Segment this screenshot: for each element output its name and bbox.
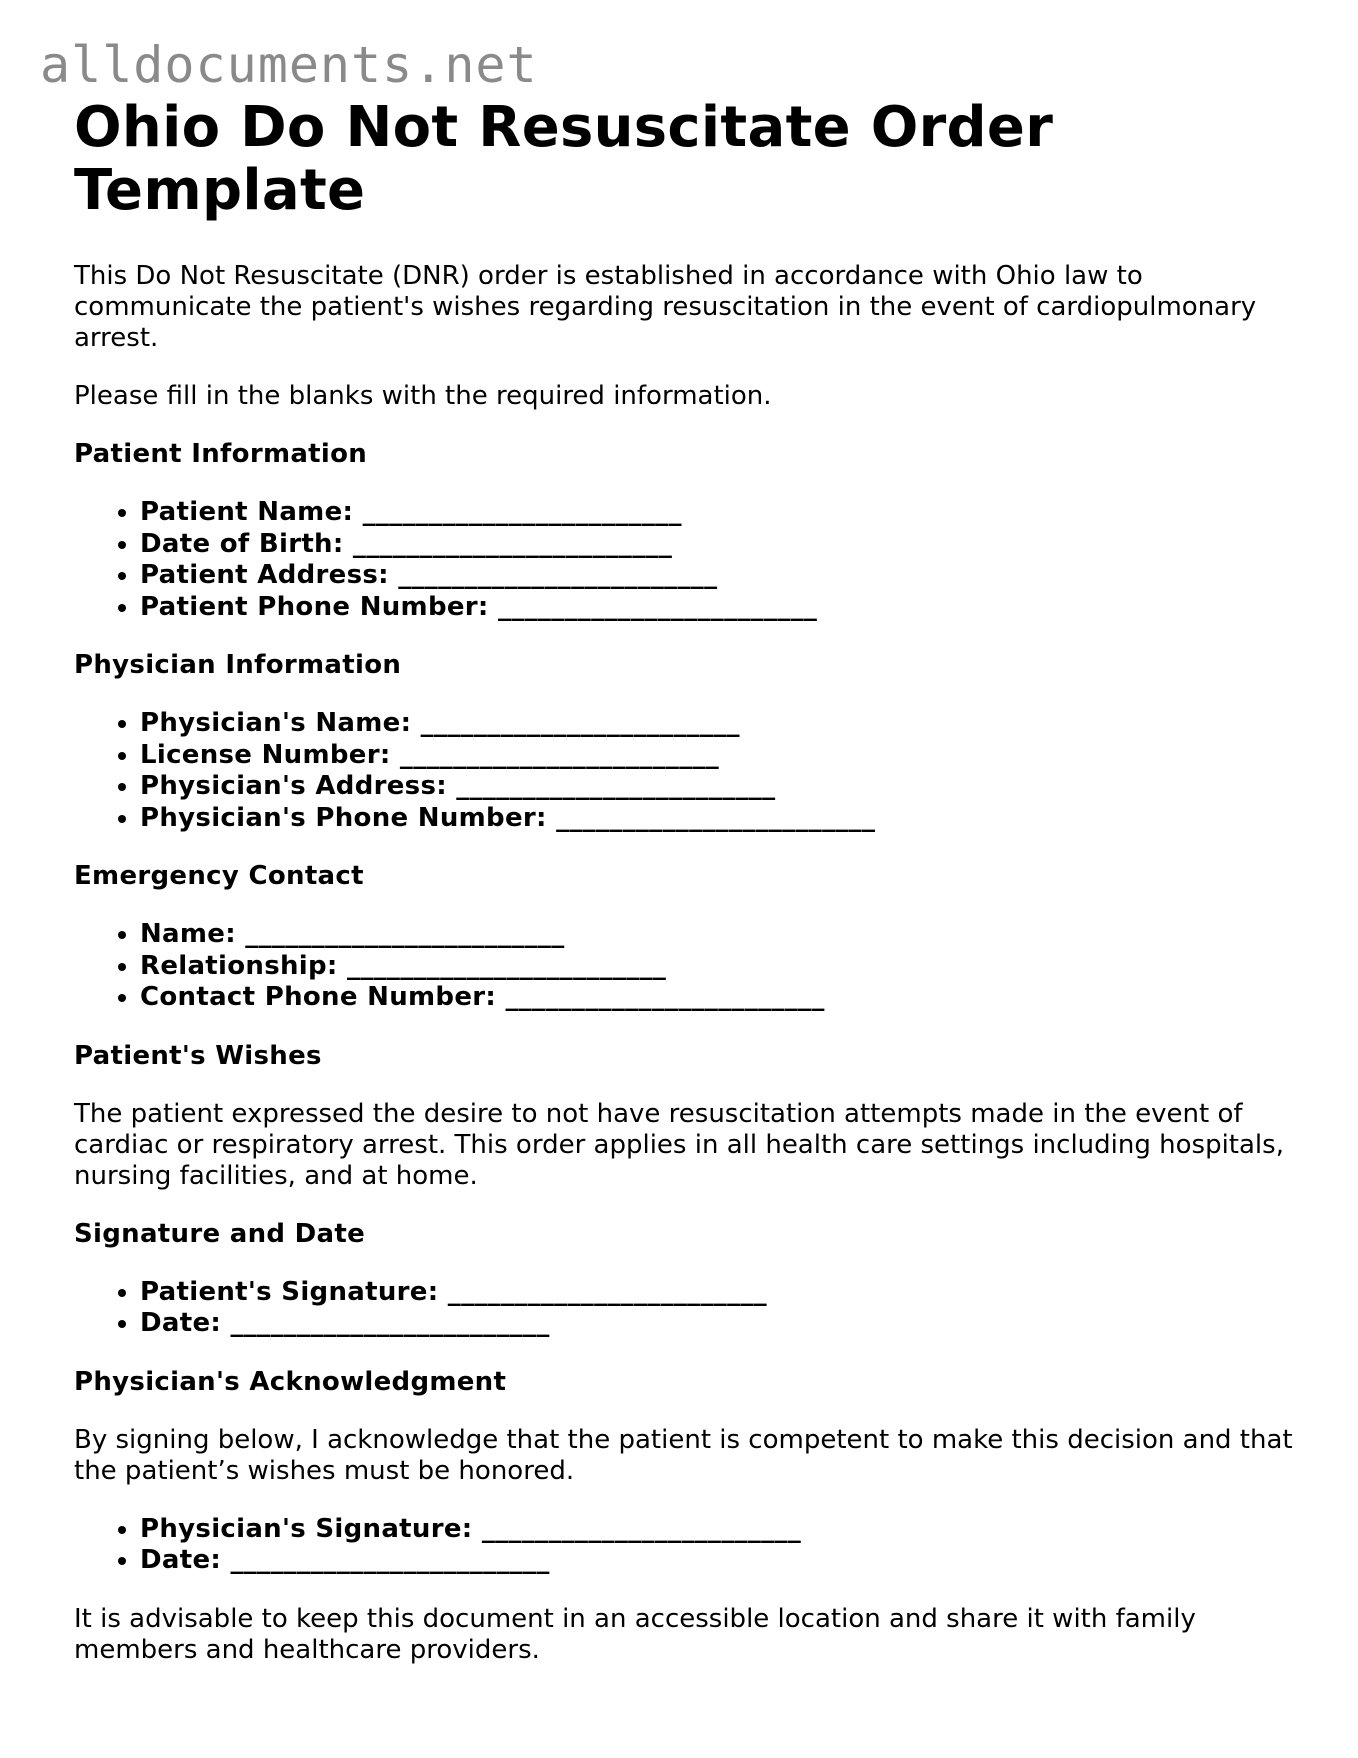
physician-information-heading: Physician Information	[74, 650, 402, 680]
patient-phone-field[interactable]	[140, 592, 1294, 624]
relationship-field[interactable]	[140, 951, 1294, 983]
field-label: Patient Name:	[140, 497, 354, 527]
date-of-birth-field[interactable]	[140, 529, 1294, 561]
page-title: Ohio Do Not Resuscitate Order Template	[74, 95, 1054, 223]
field-label: Physician's Signature:	[140, 1513, 473, 1544]
acknowledgment-heading: Physician's Acknowledgment	[74, 1366, 507, 1397]
physician-name-field[interactable]	[140, 708, 1294, 740]
physician-date-field[interactable]	[140, 1545, 1294, 1577]
watermark: alldocuments.net	[40, 36, 538, 94]
field-label: Date:	[140, 1545, 222, 1575]
acknowledgment-list	[74, 1514, 1294, 1577]
physician-phone-field[interactable]	[140, 803, 1294, 835]
physician-address-field[interactable]	[140, 771, 1294, 803]
emergency-contact-heading: Emergency Contact	[74, 861, 364, 891]
patient-information-list	[74, 497, 1294, 623]
contact-name-field[interactable]	[140, 919, 1294, 951]
blank-line[interactable]: ________________________	[347, 950, 667, 981]
patient-date-field[interactable]	[140, 1308, 1294, 1340]
patient-information-heading: Patient Information	[74, 439, 368, 469]
blank-line[interactable]: ________________________	[556, 802, 876, 833]
patient-signature-field[interactable]	[140, 1277, 1294, 1309]
blank-line[interactable]: ________________________	[230, 1308, 550, 1338]
field-label: Contact Phone Number:	[140, 982, 497, 1012]
intro-paragraph: This Do Not Resuscitate (DNR) order is established in accordance with Ohio law to communicate the patient's wishes regarding resuscitation in the event of cardiopulmonary arrest.	[74, 261, 1257, 353]
blank-line[interactable]: ________________________	[399, 739, 720, 770]
field-label: Patient Address:	[140, 560, 389, 590]
field-label: Date of Birth:	[140, 528, 344, 559]
blank-line[interactable]: ________________________	[230, 1545, 550, 1575]
patient-wishes-paragraph: The patient expressed the desire to not have resuscitation attempts made in the event of cardiac or respiratory arrest. This order applies in all health care settings including hospitals, nursing facilities, and at home.	[74, 1098, 1284, 1191]
patient-name-field[interactable]	[140, 497, 1294, 529]
field-label: Name:	[140, 919, 236, 949]
field-label: Patient's Signature:	[140, 1276, 439, 1307]
instructions-paragraph: Please fill in the blanks with the required information.	[74, 381, 772, 411]
blank-line[interactable]: ________________________	[420, 708, 740, 738]
blank-line[interactable]: ________________________	[505, 982, 825, 1012]
signature-heading: Signature and Date	[74, 1218, 366, 1249]
blank-line[interactable]: ________________________	[447, 1276, 767, 1307]
physician-signature-field[interactable]	[140, 1514, 1294, 1546]
field-label: Physician's Address:	[140, 771, 447, 801]
blank-line[interactable]: ________________________	[398, 560, 718, 590]
blank-line[interactable]: ________________________	[362, 497, 682, 527]
field-label: Patient Phone Number:	[140, 591, 489, 622]
license-number-field[interactable]	[140, 740, 1294, 772]
contact-phone-field[interactable]	[140, 982, 1294, 1014]
blank-line[interactable]: ________________________	[245, 919, 565, 949]
document-page	[74, 96, 1294, 1693]
field-label: Physician's Name:	[140, 708, 412, 738]
patient-wishes-heading: Patient's Wishes	[74, 1040, 322, 1071]
footer-paragraph: It is advisable to keep this document in an accessible location and share it with family members and healthcare providers.	[74, 1603, 1196, 1665]
signature-list	[74, 1277, 1294, 1340]
blank-line[interactable]: ________________________	[481, 1513, 802, 1544]
blank-line[interactable]: ________________________	[352, 528, 673, 559]
emergency-contact-list	[74, 919, 1294, 1014]
field-label: License Number:	[140, 739, 391, 770]
physician-information-list	[74, 708, 1294, 834]
field-label: Date:	[140, 1308, 222, 1338]
blank-line[interactable]: ________________________	[456, 771, 776, 801]
acknowledgment-paragraph: By signing below, I acknowledge that the patient is competent to make this decision and that the patient’s wishes must be honored.	[74, 1424, 1293, 1486]
patient-address-field[interactable]	[140, 560, 1294, 592]
field-label: Physician's Phone Number:	[140, 802, 547, 833]
field-label: Relationship:	[140, 950, 338, 981]
blank-line[interactable]: ________________________	[497, 591, 818, 622]
